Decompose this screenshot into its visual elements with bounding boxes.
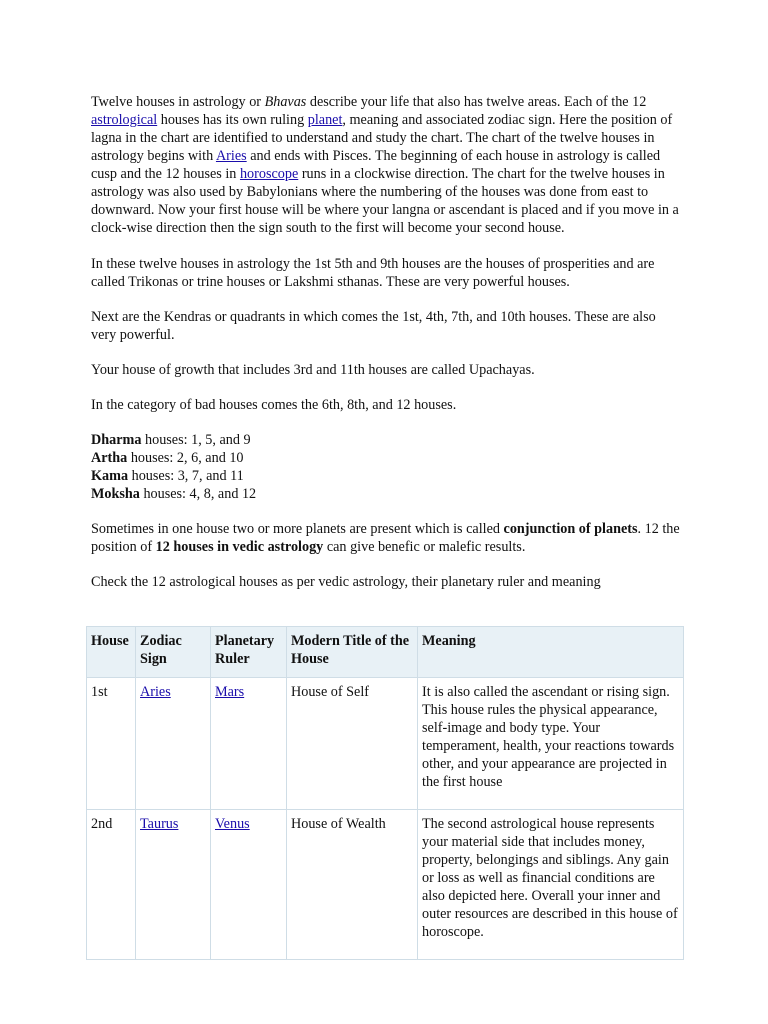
zodiac-sign-link[interactable]: Aries bbox=[140, 684, 171, 700]
intro-paragraph bbox=[91, 93, 681, 237]
group-houses: houses: 3, 7, and 11 bbox=[128, 468, 244, 484]
conjunction-paragraph bbox=[91, 520, 681, 556]
house-group-line bbox=[91, 485, 681, 503]
planet-ruler-link[interactable]: Venus bbox=[215, 816, 250, 832]
sign-cell bbox=[136, 678, 211, 810]
planet-ruler-link[interactable]: Mars bbox=[215, 684, 245, 700]
planet-link[interactable]: planet bbox=[307, 112, 343, 128]
group-name: Moksha bbox=[91, 486, 140, 502]
group-name: Dharma bbox=[91, 432, 142, 448]
group-houses: houses: 4, 8, and 12 bbox=[139, 486, 257, 502]
column-header-modern-title: Modern Title of the House bbox=[287, 627, 418, 678]
aries-link[interactable]: Aries bbox=[215, 148, 247, 164]
table-row bbox=[87, 678, 684, 810]
house-group-line bbox=[91, 449, 681, 467]
text-span: Twelve houses in astrology or bbox=[91, 94, 265, 110]
ruler-cell bbox=[211, 810, 287, 960]
house-group-line bbox=[91, 431, 681, 449]
trikonas-paragraph: In these twelve houses in astrology the 1st 5th and 9th houses are the houses of prosperities and are called Trikonas or trine houses or Lakshmi sthanas. These are very powerful houses. bbox=[91, 256, 655, 290]
text-span: can give benefic or malefic results. bbox=[323, 539, 526, 555]
house-cell: 2nd bbox=[87, 810, 136, 960]
table-row bbox=[87, 810, 684, 960]
horoscope-link[interactable]: horoscope bbox=[239, 166, 299, 182]
title-cell: House of Self bbox=[287, 678, 418, 810]
group-houses: houses: 1, 5, and 9 bbox=[141, 432, 251, 448]
column-header-meaning: Meaning bbox=[418, 627, 684, 678]
upachayas-paragraph: Your house of growth that includes 3rd and 11th houses are called Upachayas. bbox=[91, 362, 535, 378]
house-groups-list bbox=[91, 431, 681, 503]
text-span: describe your life that also has twelve areas. Each of the 12 bbox=[306, 94, 647, 110]
bold-term: 12 houses in vedic astrology bbox=[155, 539, 324, 555]
article-body bbox=[91, 93, 681, 591]
column-header-zodiac-sign: Zodiac Sign bbox=[136, 627, 211, 678]
ruler-cell bbox=[211, 678, 287, 810]
title-cell: House of Wealth bbox=[287, 810, 418, 960]
sign-cell bbox=[136, 810, 211, 960]
text-span: houses has its own ruling bbox=[157, 112, 308, 128]
table-header-row bbox=[87, 627, 684, 678]
house-cell: 1st bbox=[87, 678, 136, 810]
table-intro: Check the 12 astrological houses as per vedic astrology, their planetary ruler and meaning bbox=[91, 574, 601, 590]
group-houses: houses: 2, 6, and 10 bbox=[127, 450, 244, 466]
column-header-planetary-ruler: Planetary Ruler bbox=[211, 627, 287, 678]
text-span: . 12 the position of bbox=[91, 521, 680, 555]
bad-houses-paragraph: In the category of bad houses comes the 6th, 8th, and 12 houses. bbox=[91, 397, 457, 413]
column-header-house: House bbox=[87, 627, 136, 678]
text-span: , meaning and associated zodiac sign. Here the position of lagna in the chart are identified to understand and study the chart. The chart of the twelve houses in astrology begins with bbox=[91, 112, 673, 164]
zodiac-sign-link[interactable]: Taurus bbox=[140, 816, 179, 832]
astrological-link[interactable]: astrological bbox=[91, 112, 158, 128]
group-name: Artha bbox=[91, 450, 128, 466]
house-group-line bbox=[91, 467, 681, 485]
bold-term: conjunction of planets bbox=[503, 521, 638, 537]
meaning-cell: The second astrological house represents your material side that includes money, property, belongings and siblings. Any gain or loss as well as financial conditions are also depicted here. Overall your inner and outer resources are described in this house of horoscope. bbox=[418, 810, 684, 960]
houses-table bbox=[86, 626, 684, 960]
text-span: runs in a clockwise direction. The chart for the twelve houses in astrology was also used by Babylonians where the numbering of the houses was done from east to downward. Now your first house will be where your langna or ascendant is placed and if you move in a clock-wise direction then the sign south to the first will become your second house. bbox=[91, 166, 679, 236]
bhavas-term: Bhavas bbox=[264, 94, 307, 110]
kendras-paragraph: Next are the Kendras or quadrants in which comes the 1st, 4th, 7th, and 10th houses. These are also very powerful. bbox=[91, 309, 656, 343]
text-span: Sometimes in one house two or more planets are present which is called bbox=[91, 521, 504, 537]
group-name: Kama bbox=[91, 468, 129, 484]
meaning-cell: It is also called the ascendant or rising sign. This house rules the physical appearance, self-image and body type. Your temperament, health, your reactions towards other, and your appearance are projected in the first house bbox=[418, 678, 684, 810]
text-span: and ends with Pisces. The beginning of each house in astrology is called cusp and the 12 houses in bbox=[91, 148, 661, 182]
